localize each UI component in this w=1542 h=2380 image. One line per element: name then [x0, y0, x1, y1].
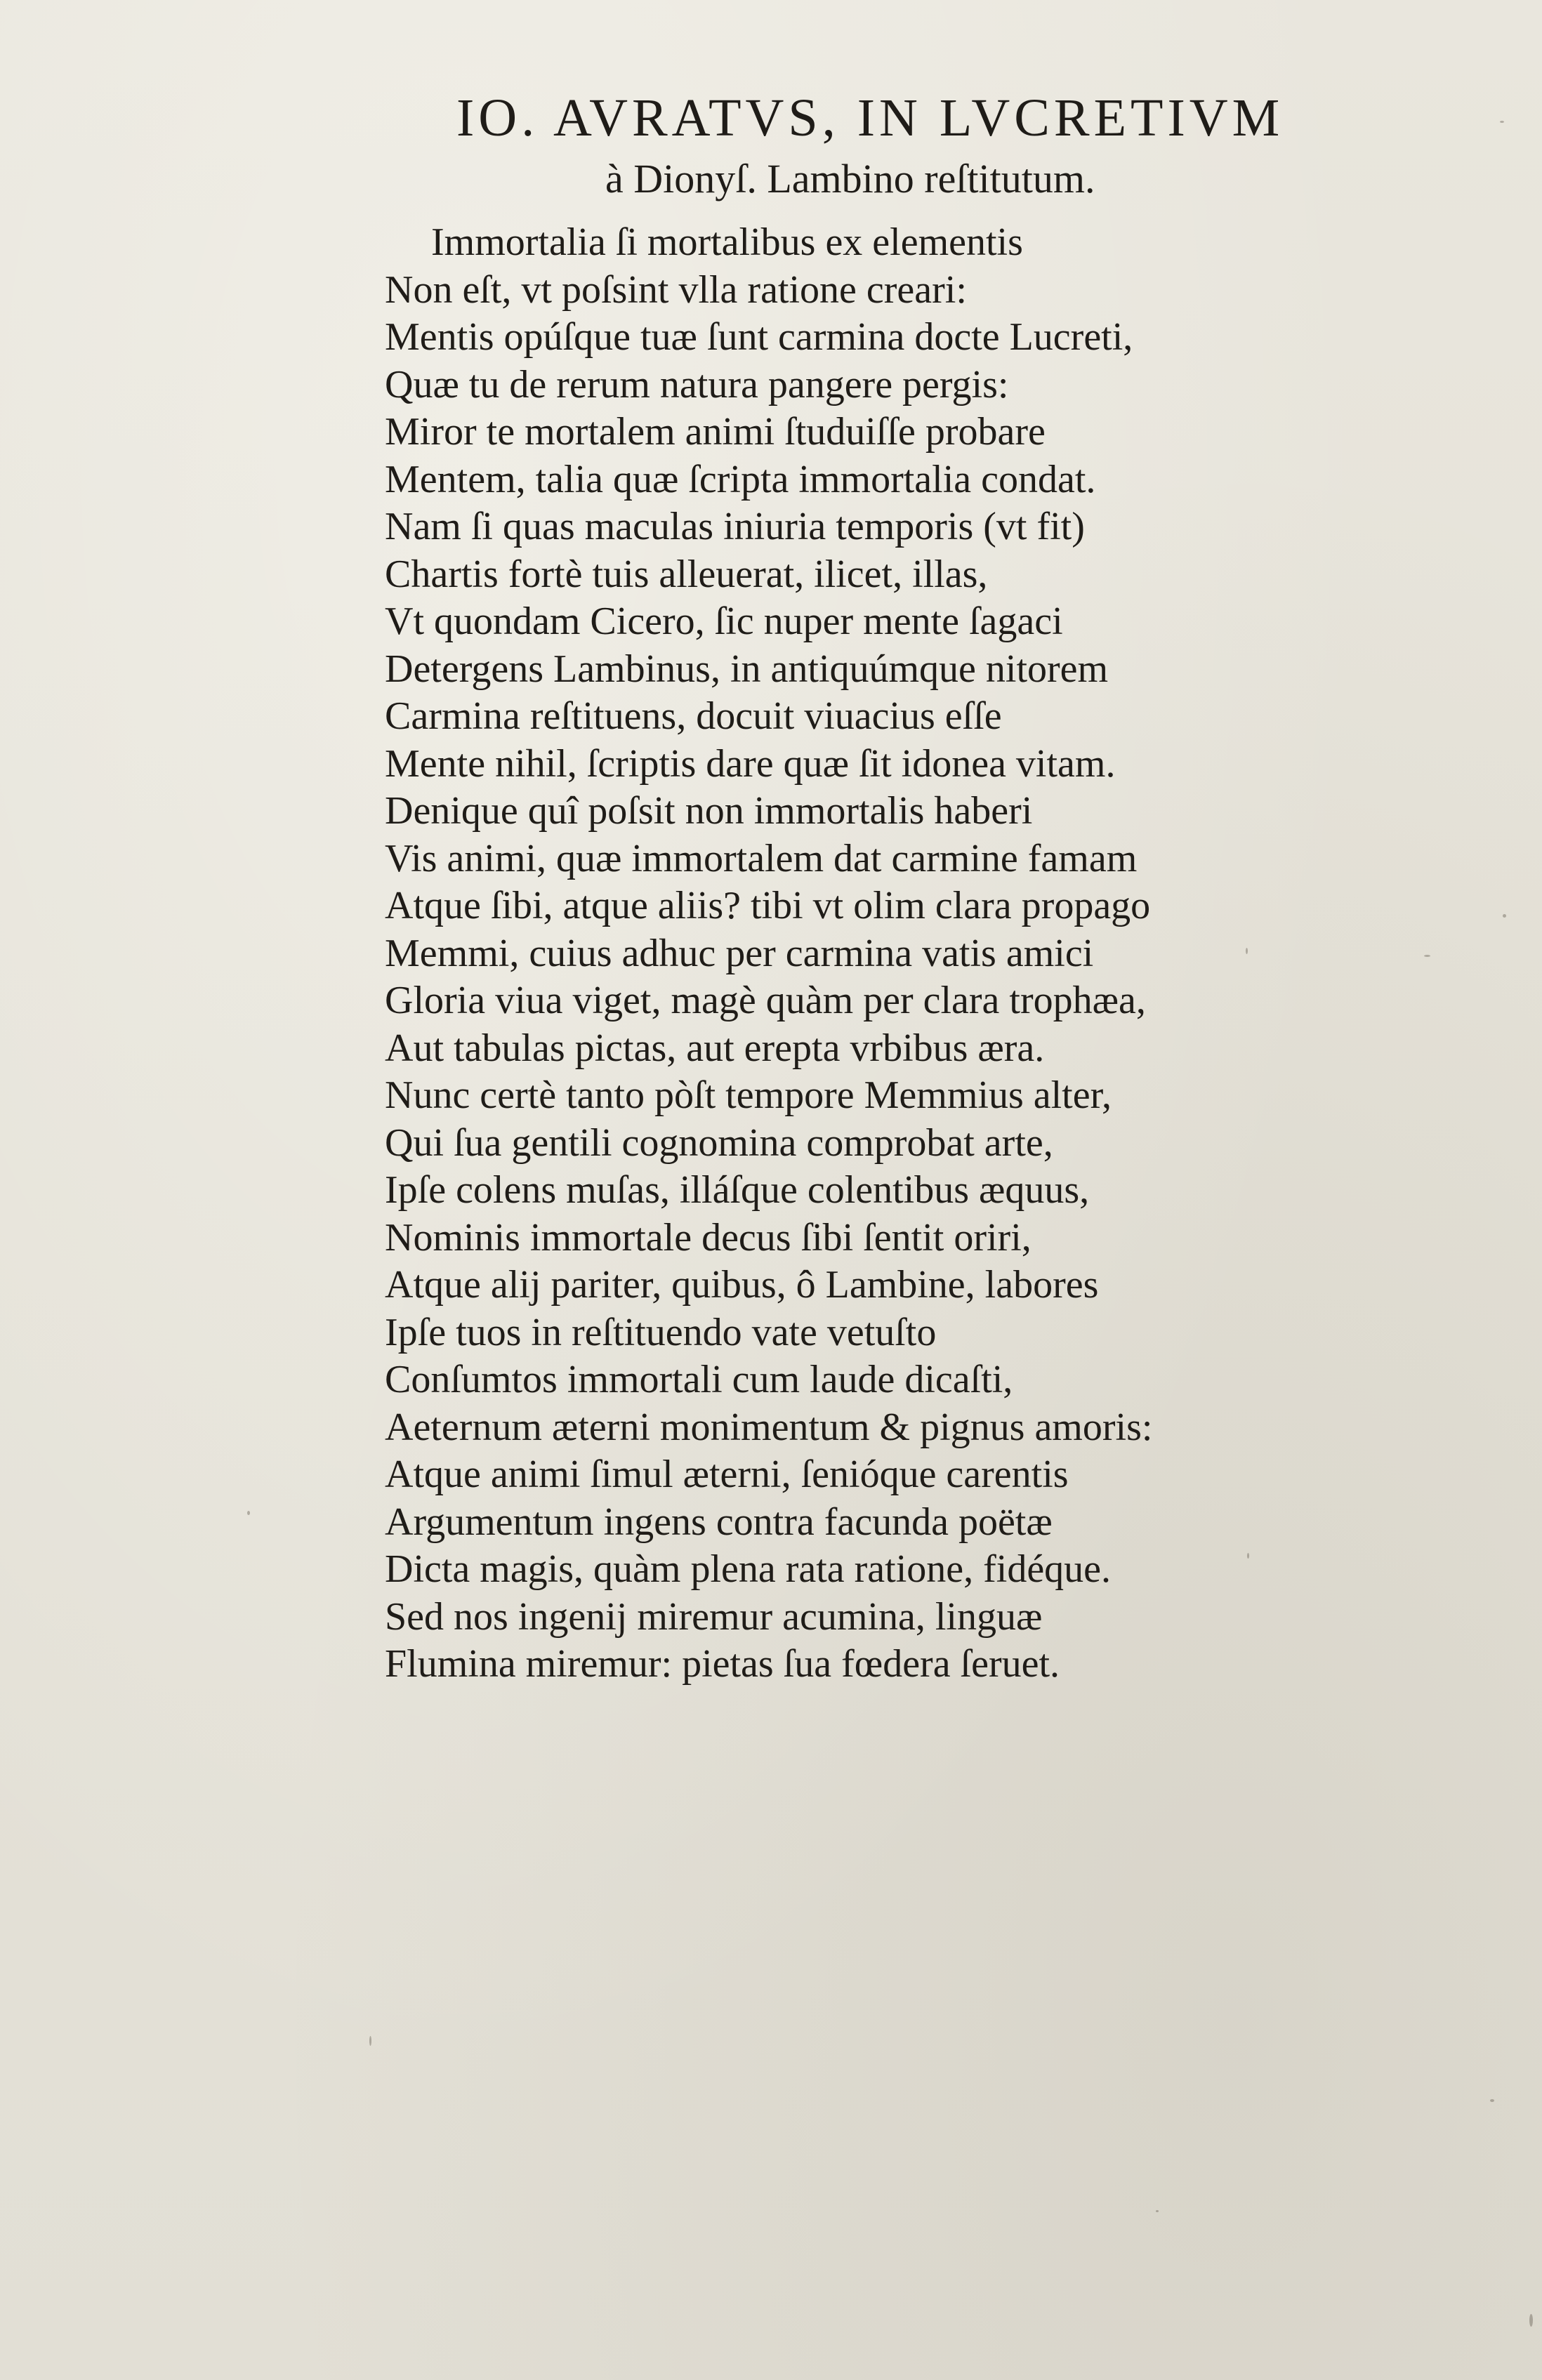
document-title: IO. AVRATVS, IN LVCRETIVM: [456, 88, 1284, 147]
poem-line: Atque animi ſimul æterni, ſenióque carentis: [385, 1453, 1069, 1496]
poem-line: Vis animi, quæ immortalem dat carmine famam: [385, 836, 1138, 880]
poem-line: Atque alij pariter, quibus, ô Lambine, labores: [385, 1263, 1099, 1307]
poem-line: Non eſt, vt poſsint vlla ratione creari:: [385, 267, 967, 312]
paper-speck: [369, 2036, 371, 2046]
document-subtitle: à Dionyſ. Lambino reſtitutum.: [605, 156, 1095, 201]
poem-line: Dicta magis, quàm plena rata ratione, fidéque.: [385, 1547, 1112, 1591]
poem-line: Sed nos ingenij miremur acumina, linguæ: [385, 1594, 1043, 1639]
poem-line: Mentis opúſque tuæ ſunt carmina docte Lucreti,: [385, 315, 1133, 359]
paper-speck: [1529, 2314, 1533, 2327]
poem-line: Memmi, cuius adhuc per carmina vatis amici: [385, 931, 1094, 975]
poem-line: Aut tabulas pictas, aut erepta vrbibus æra.: [385, 1026, 1045, 1070]
poem-line: Gloria viua viget, magè quàm per clara trophæa,: [385, 979, 1146, 1022]
poem-line: Ipſe colens muſas, illáſque colentibus æquus,: [385, 1168, 1090, 1212]
poem-line: Ipſe tuos in reſtituendo vate vetuſto: [385, 1310, 937, 1354]
paper-speck: [1500, 121, 1504, 123]
poem-line: Miror te mortalem animi ſtuduiſſe probare: [385, 410, 1046, 454]
poem-line: Conſumtos immortali cum laude dicaſti,: [385, 1358, 1013, 1401]
poem-line: Chartis fortè tuis alleuerat, ilicet, illas,: [385, 552, 988, 596]
poem-body: [385, 219, 1298, 1688]
paper-speck: [1503, 914, 1506, 918]
poem-line: Atque ſibi, atque aliis? tibi vt olim clara propago: [385, 884, 1151, 927]
poem-line: Qui ſua gentili cognomina comprobat arte,: [385, 1120, 1053, 1165]
poem-line: Nunc certè tanto pòſt tempore Memmius alter,: [385, 1073, 1112, 1117]
poem-line: Denique quî poſsit non immortalis haberi: [385, 789, 1033, 833]
paper-speck: [1490, 2099, 1494, 2102]
poem-line: Nominis immortale decus ſibi ſentit oriri,: [385, 1215, 1032, 1260]
poem-line: Carmina reſtituens, docuit viuacius eſſe: [385, 694, 1002, 738]
poem-line: Flumina miremur: pietas ſua fœdera ſeruet.: [385, 1642, 1060, 1686]
poem-line: Mentem, talia quæ ſcripta immortalia condat.: [385, 457, 1096, 501]
poem-line: Detergens Lambinus, in antiquúmque nitorem: [385, 647, 1109, 691]
poem-line: Quæ tu de rerum natura pangere pergis:: [385, 362, 1009, 406]
paper-speck: [1156, 2210, 1159, 2212]
poem-line: Immortalia ſi mortalibus ex elementis: [431, 220, 1023, 264]
paper-speck: [247, 1511, 250, 1515]
poem-line: Mente nihil, ſcriptis dare quæ ſit idonea vitam.: [385, 741, 1116, 786]
poem-line: Aeternum æterni monimentum & pignus amoris:: [385, 1405, 1153, 1449]
paper-speck: [1424, 955, 1430, 957]
poem-line: Argumentum ingens contra facunda poëtæ: [385, 1500, 1053, 1544]
poem-line: Vt quondam Cicero, ſic nuper mente ſagaci: [385, 600, 1063, 643]
poem-line: Nam ſi quas maculas iniuria temporis (vt fit): [385, 505, 1085, 548]
